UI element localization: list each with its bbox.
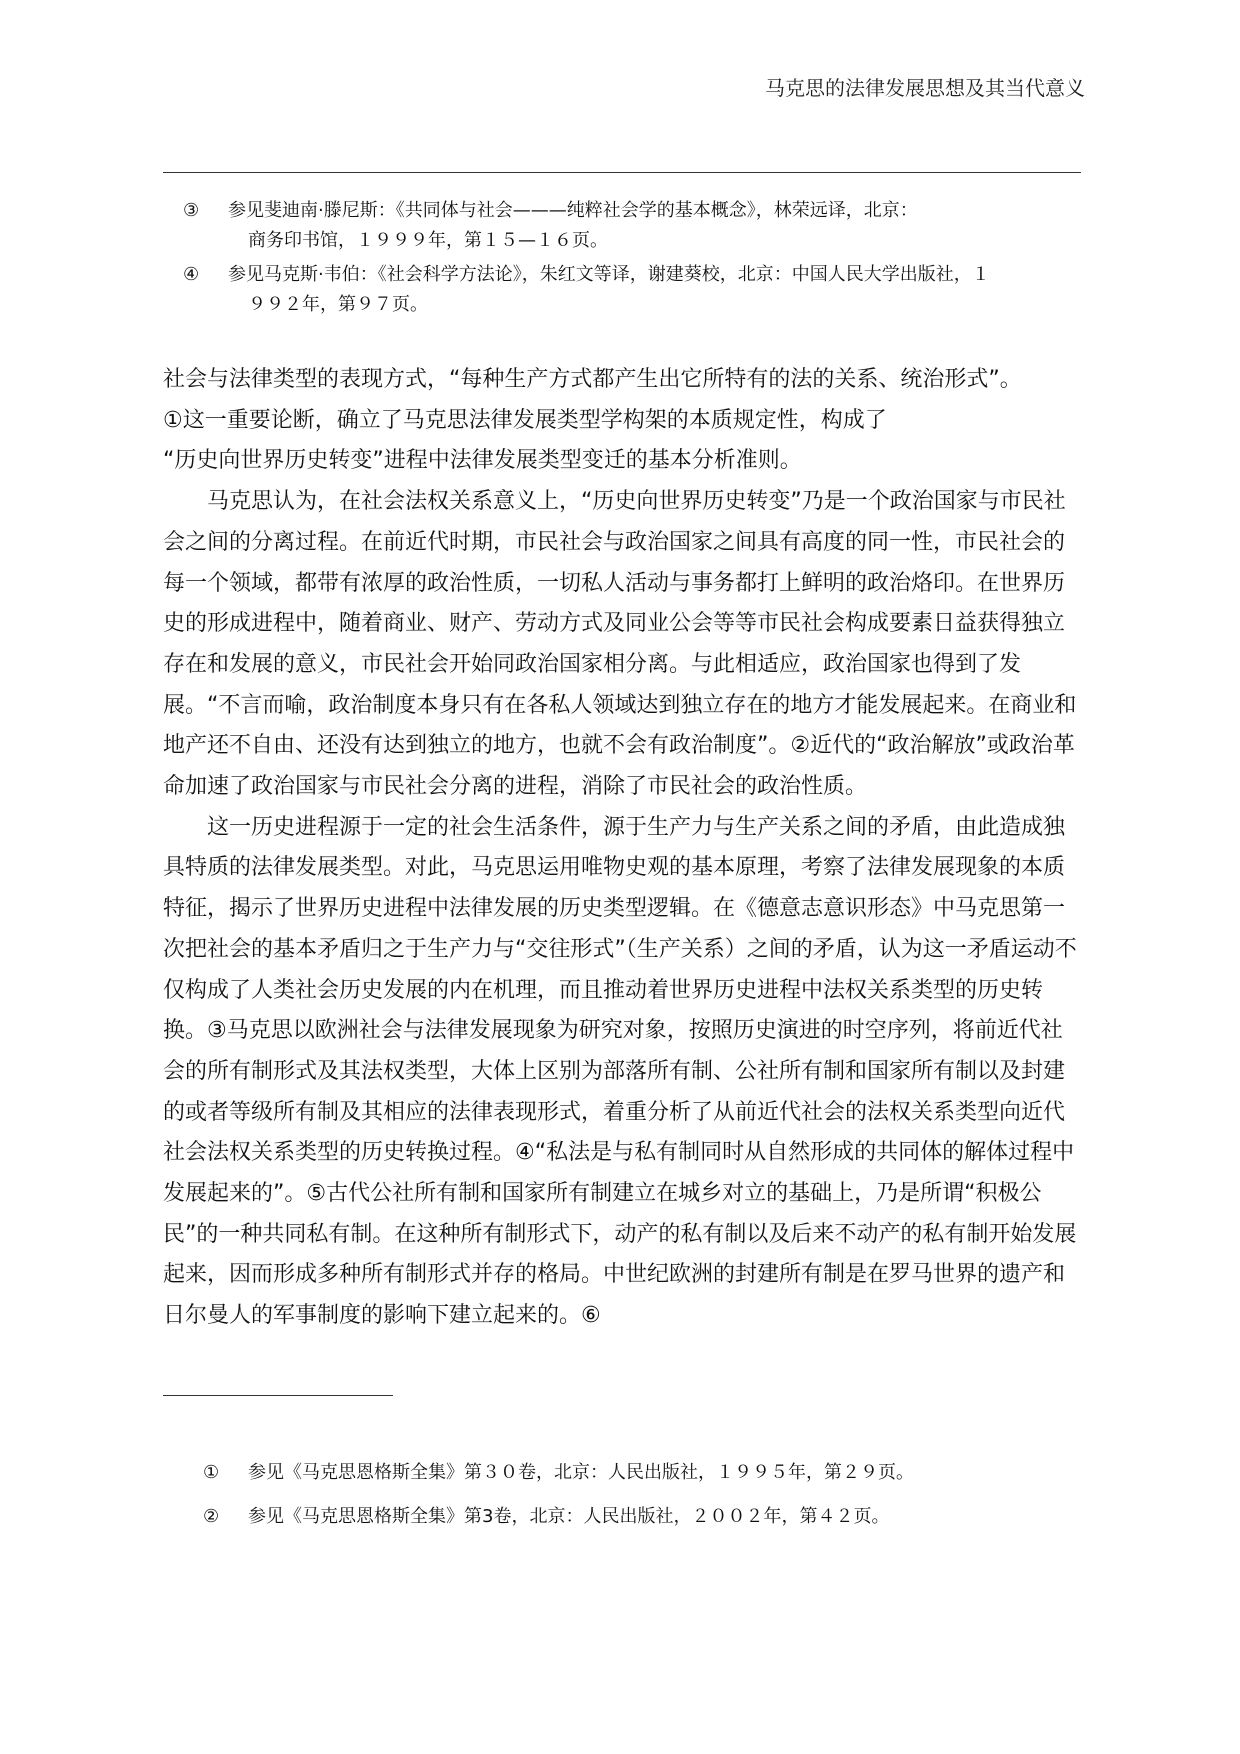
paragraph-1-line-2: ①这一重要论断，确立了马克思法律发展类型学构架的本质规定性，构成了 <box>163 407 887 433</box>
footnote-text: 参见斐迪南·滕尼斯：《共同体与社会———纯粹社会学的基本概念》，林荣远译，北京： <box>228 200 918 221</box>
paragraph-3: 这一历史进程源于一定的社会生活条件，源于生产力与生产关系之间的矛盾，由此造成独具特质的法律发展类型。对此，马克思运用唯物史观的基本原理，考察了法律发展现象的本质特征，揭示了世界历史进程中法律发展的历史类型逻辑。在《德意志意识形态》中马克思第一次把社会的基本矛盾归之于生产力与“交往形式”（生产关系）之间的矛盾，认为这一矛盾运动不仅构成了人类社会历史发展的内在机理，而且推动着世界历史进程中法权关系类型的历史转换。③马克思以欧洲社会与法律发展现象为研究对象，按照历史演进的时空序列，将前近代社会的所有制形式及其法权类型，大体上区别为部落所有制、公社所有制和国家所有制以及封建的或者等级所有制及其相应的法律表现形式，着重分析了从前近代社会的法权关系类型向近代社会法权关系类型的历史转换过程。④“私法是与私有制同时从自然形成的共同体的解体过程中发展起来的”。⑤古代公社所有制和国家所有制建立在城乡对立的基础上，乃是所谓“积极公民”的一种共同私有制。在这种所有制形式下，动产的私有制以及后来不动产的私有制开始发展起来，因而形成多种所有制形式并存的格局。中世纪欧洲的封建所有制是在罗马世界的遗产和日尔曼人的军事制度的影响下建立起来的。⑥ <box>163 814 1077 1329</box>
footnote-mark: ② <box>203 1506 220 1527</box>
footnote-text-continued: 商务印书馆，１９９９年，第１５—１６页。 <box>248 230 608 251</box>
running-header-title: 马克思的法律发展思想及其当代意义 <box>765 76 1085 100</box>
paragraph-1-line-1: 社会与法律类型的表现方式，“每种生产方式都产生出它所特有的法的关系、统治形式”。 <box>163 367 1022 392</box>
paragraph-2: 马克思认为，在社会法权关系意义上，“历史向世界历史转变”乃是一个政治国家与市民社会之间的分离过程。在前近代时期，市民社会与政治国家之间具有高度的同一性，市民社会的每一个领域，都带有浓厚的政治性质，一切私人活动与事务都打上鲜明的政治烙印。在世界历史的形成进程中，随着商业、财产、劳动方式及同业公会等等市民社会构成要素日益获得独立存在和发展的意义，市民社会开始同政治国家相分离。与此相适应，政治国家也得到了发展。“不言而喻，政治制度本身只有在各私人领域达到独立存在的地方才能发展起来。在商业和地产还不自由、还没有达到独立的地方，也就不会有政治制度”。②近代的“政治解放”或政治革命加速了政治国家与市民社会分离的进程，消除了市民社会的政治性质。 <box>163 489 1077 800</box>
footnote-4 <box>183 260 1103 320</box>
top-footnotes <box>183 196 1103 324</box>
bottom-footnotes <box>203 1458 1103 1546</box>
footnote-1 <box>203 1458 1103 1488</box>
main-body <box>163 360 1083 1337</box>
footnote-text: 参见《马克思恩格斯全集》第３０卷，北京：人民出版社，１９９５年，第２９页。 <box>248 1462 914 1483</box>
footnote-divider <box>163 1395 393 1396</box>
footnote-text-continued: ９９２年，第９７页。 <box>248 294 428 315</box>
footnote-2 <box>203 1502 1103 1532</box>
footnote-text: 参见《马克思恩格斯全集》第3卷，北京：人民出版社，２００２年，第４２页。 <box>248 1506 890 1527</box>
header-divider <box>163 172 1081 173</box>
footnote-text: 参见马克斯·韦伯：《社会科学方法论》，朱红文等译，谢建葵校，北京：中国人民大学出版社，１ <box>228 264 990 285</box>
paragraph-1-line-3: “历史向世界历史转变”进程中法律发展类型变迁的基本分析准则。 <box>163 448 802 474</box>
footnote-mark: ③ <box>183 200 200 221</box>
footnote-3 <box>183 196 1103 256</box>
footnote-mark: ① <box>203 1462 220 1483</box>
footnote-mark: ④ <box>183 264 200 285</box>
